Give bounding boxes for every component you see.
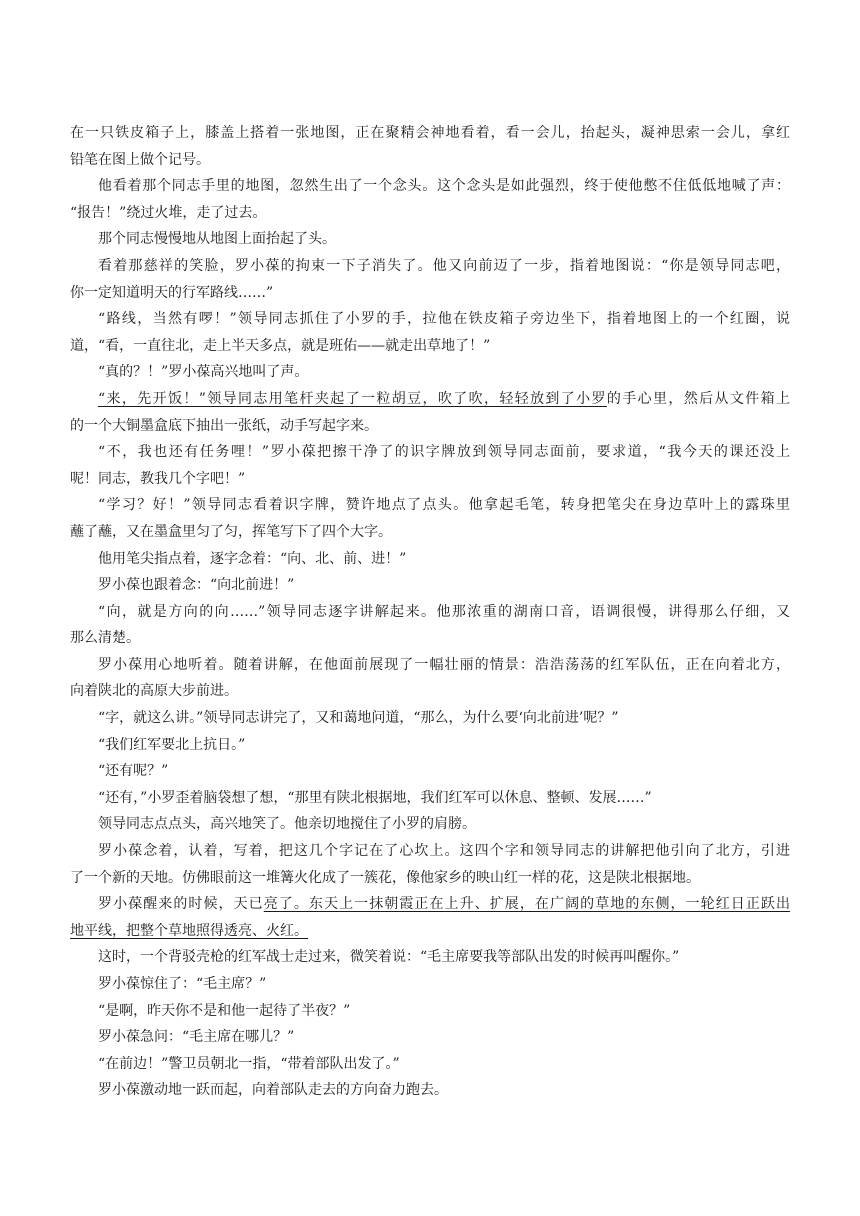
underlined-text: “来，先开饭！”领导同志用笔杆夹起了一粒胡豆，吹了吹，轻轻放到了小罗 xyxy=(98,390,607,407)
text-line: 罗小葆激动地一跃而起，向着部队走去的方向奋力跑去。 xyxy=(98,1082,448,1099)
text-line: “还有呢？” xyxy=(98,763,169,780)
text-line: 看着那慈祥的笑脸，罗小葆的拘束一下子消失了。他又向前迈了一步，指着地图说：“你是领导同志吧， xyxy=(98,257,790,274)
text-line: 领导同志点点头，高兴地笑了。他亲切地搅住了小罗的肩膀。 xyxy=(98,816,476,833)
underlined-text: 地平线，把整个草地照得透亮、火红。 xyxy=(70,922,308,939)
text-line: 那么清楚。 xyxy=(70,630,140,647)
text-line: 罗小葆用心地听着。随着讲解，在他面前展现了一幅壮丽的情景：浩浩荡荡的红军队伍，正在向着北方， xyxy=(98,656,790,673)
text-line: 罗小葆醒来的时候，天已亮了。东天上一抹朝霞正在上升、扩展，在广阔的草地的东侧，一轮红日正跃出 xyxy=(98,896,790,913)
text-line: “向，就是方向的向……”领导同志逐字讲解起来。他那浓重的湖南口音，语调很慢，讲得那么仔细，又 xyxy=(98,603,790,620)
text-line: 呢！同志，教我几个字吧！” xyxy=(70,470,246,487)
text-line: 蘸了蘸，又在墨盒里匀了匀，挥笔写下了四个大字。 xyxy=(70,523,392,540)
text-line: 在一只铁皮箱子上，膝盖上搭着一张地图，正在聚精会神地看着，看一会儿，抬起头，凝神思索一会儿，拿红 xyxy=(70,125,790,141)
text-line: “还有，”小罗歪着脑袋想了想，“那里有陕北根据地，我们红军可以休息、整顿、发展……” xyxy=(98,789,652,806)
text-line: “在前边！”警卫员朝北一指，“带着部队出发了。” xyxy=(98,1055,400,1072)
text-line: 那个同志慢慢地从地图上面抬起了头。 xyxy=(98,231,336,248)
text-line: 铅笔在图上做个记号。 xyxy=(70,151,210,168)
text-line: “学习？好！”领导同志看着识字牌，赞许地点了点头。他拿起毛笔，转身把笔尖在身边草叶上的露珠里 xyxy=(98,497,790,514)
text-line: 你一定知道明天的行军路线……” xyxy=(70,284,274,301)
text-line: “路线，当然有啰！”领导同志抓住了小罗的手，拉他在铁皮箱子旁边坐下，指着地图上的一个红圈，说 xyxy=(98,311,790,328)
underlined-text: 亮了。东天上一抹朝霞正在上升、扩展，在广阔的草地的东侧，一轮红日正跃出 xyxy=(263,896,790,913)
text-line: 道，“看，一直往北，走上半天多点，就是班佑——就走出草地了！” xyxy=(70,337,491,354)
text-line xyxy=(70,918,790,945)
text-line: “来，先开饭！”领导同志用笔杆夹起了一粒胡豆，吹了吹，轻轻放到了小罗的手心里，然后从文件箱上 xyxy=(98,390,790,407)
text-line: “不，我也还有任务哩！”罗小葆把擦干净了的识字牌放到领导同志面前，要求道，“我今天的课还没上 xyxy=(98,444,790,461)
text-line: 罗小葆惊住了：“毛主席？” xyxy=(98,976,267,992)
text-line: 罗小葆念着，认着，写着，把这几个字记在了心坎上。这四个字和领导同志的讲解把他引向了北方，引进 xyxy=(98,843,790,860)
text-line: “我们红军要北上抗日。” xyxy=(98,736,246,753)
text-line: 罗小葆急问：“毛主席在哪儿？” xyxy=(98,1029,295,1046)
text-line: 这时，一个背驳壳枪的红军战士走过来，微笑着说：“毛主席要我等部队出发的时候再叫醒你。” xyxy=(98,949,680,966)
text-line: “报告！”绕过火堆，走了过去。 xyxy=(70,204,267,221)
text-line: 了一个新的天地。仿佛眼前这一堆篝火化成了一簇花，像他家乡的映山红一样的花，这是陕北根据地。 xyxy=(70,869,700,886)
text-line: 他用笔尖指点着，逐字念着：“向、北、前、进！” xyxy=(98,550,407,567)
document-body xyxy=(70,120,790,1104)
text-line: 的一个大铜墨盒底下抽出一张纸，动手写起字来。 xyxy=(70,417,378,434)
text-line: 罗小葆也跟着念：“向北前进！” xyxy=(98,577,295,594)
text-line: “是啊，昨天你不是和他一起待了半夜？” xyxy=(98,1002,351,1019)
text-line: 向着陕北的高原大步前进。 xyxy=(70,683,238,700)
text-line: 他看着那个同志手里的地图，忽然生出了一个念头。这个念头是如此强烈，终于使他憋不住低低地喊了声： xyxy=(98,178,790,195)
text-line: “真的？！”罗小葆高兴地叫了声。 xyxy=(98,364,309,381)
text-line: “字，就这么讲。”领导同志讲完了，又和蔼地问道，“那么，为什么要‘向北前进’呢？” xyxy=(98,710,619,727)
